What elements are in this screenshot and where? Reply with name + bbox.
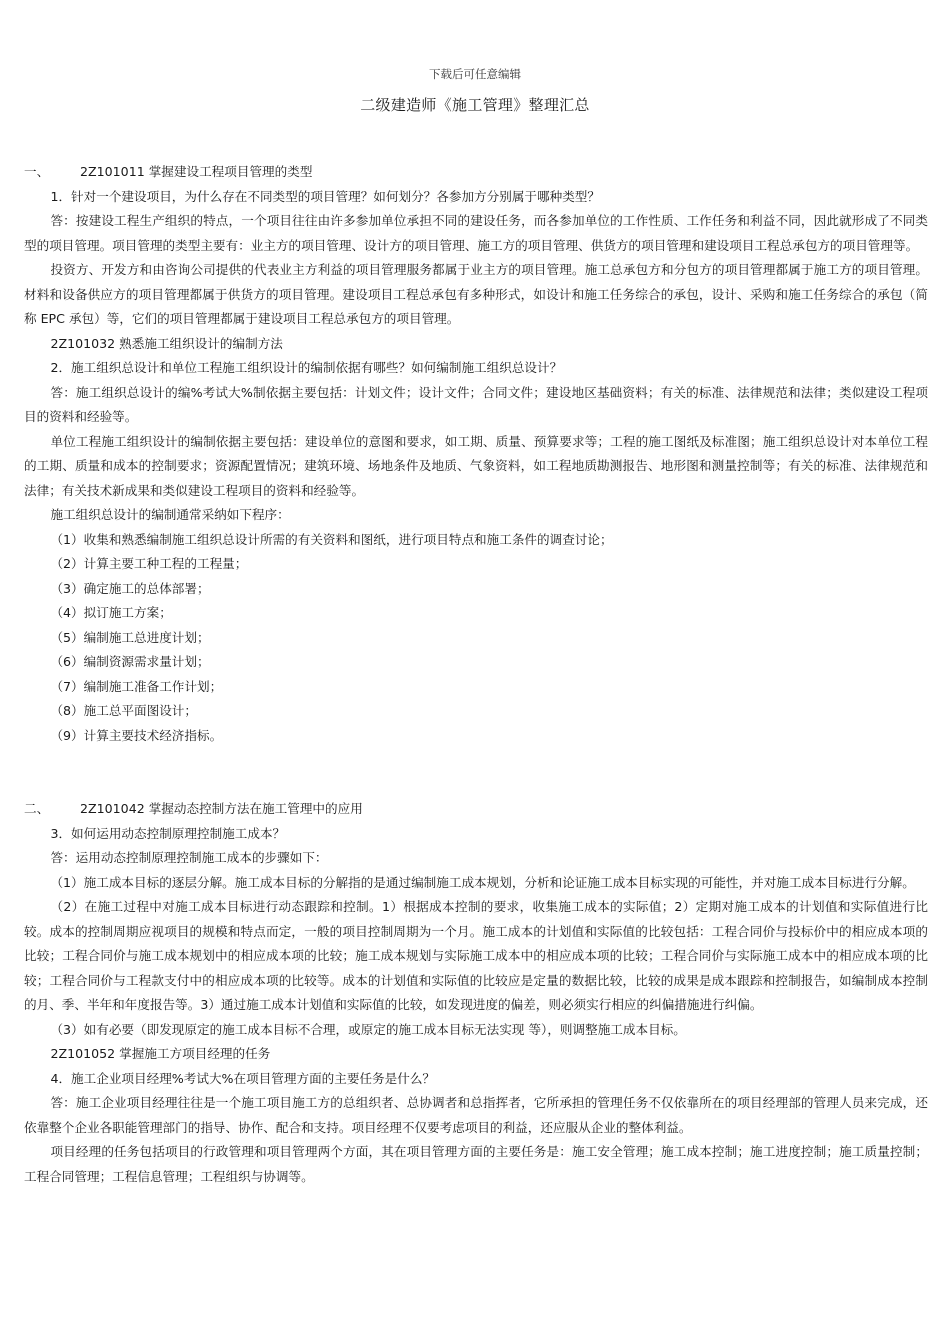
answer-paragraph: （3）如有必要（即发现原定的施工成本目标不合理，或原定的施工成本目标无法实现 等），则调整施工成本目标。 bbox=[50, 1021, 686, 1037]
list-item: （8）施工总平面图设计； bbox=[50, 703, 197, 718]
section-title: 2Z101011 掌握建设工程项目管理的类型 bbox=[80, 164, 313, 179]
subsection-heading: 2Z101052 掌握施工方项目经理的任务 bbox=[50, 1046, 271, 1061]
answer-paragraph: 答：施工企业项目经理往往是一个施工项目施工方的总组织者、总协调者和总指挥者，它所承担的管理任务不仅依靠所在的项目经理部的管理人员来完成，还依靠整个企业各职能管理部门的指导、协作、配合和支持。项目经理不仅要考虑项目的利益，还应服从企业的整体利益。 bbox=[24, 1095, 928, 1135]
list-item: （3）确定施工的总体部署； bbox=[50, 580, 210, 596]
list-item: （5）编制施工总进度计划； bbox=[50, 629, 210, 645]
document-title: 二级建造师《施工管理》整理汇总 bbox=[360, 96, 590, 114]
question: 1．针对一个建设项目，为什么存在不同类型的项目管理？如何划分？各参加方分别属于哪种类型？ bbox=[50, 188, 600, 204]
question: 3．如何运用动态控制原理控制施工成本？ bbox=[50, 825, 286, 841]
answer-paragraph: 单位工程施工组织设计的编制依据主要包括：建设单位的意图和要求，如工期、质量、预算要求等；工程的施工图纸及标准图；施工组织总设计对本单位工程的工期、质量和成本的控制要求；资源配置情况；建筑环境、场地条件及地质、气象资料，如工程地质勘测报告、地形图和测量控制等；有关的标准、法律规范和法律；有关技术新成果和类似建设工程项目的资料和经验等。 bbox=[24, 433, 928, 498]
answer-paragraph: 答：按建设工程生产组织的特点，一个项目往往由许多参加单位承担不同的建设任务，而各参加单位的工作性质、工作任务和利益不同，因此就形成了不同类型的项目管理。项目管理的类型主要有：业主方的项目管理、设计方的项目管理、施工方的项目管理、供货方的项目管理和建设项目工程总承包方的项目管理等。 bbox=[24, 213, 928, 253]
answer-paragraph: 投资方、开发方和由咨询公司提供的代表业主方利益的项目管理服务都属于业主方的项目管理。施工总承包方和分包方的项目管理都属于施工方的项目管理。材料和设备供应方的项目管理都属于供货方的项目管理。建设项目工程总承包有多种形式，如设计和施工任务综合的承包，设计、采购和施工任务综合的承包（简称 EPC 承包）等，它们的项目管理都属于建设项目工程总承包方的项目管理。 bbox=[24, 262, 928, 326]
answer-paragraph: 项目经理的任务包括项目的行政管理和项目管理两个方面，其在项目管理方面的主要任务是：施工安全管理；施工成本控制；施工进度控制；施工质量控制；工程合同管理；工程信息管理；工程组织与协调等。 bbox=[24, 1144, 928, 1184]
list-item: （2）计算主要工种工程的工程量； bbox=[50, 556, 248, 571]
question: 2．施工组织总设计和单位工程施工组织设计的编制依据有哪些？如何编制施工组织总设计？ bbox=[50, 360, 563, 375]
answer-paragraph: （2）在施工过程中对施工成本目标进行动态跟踪和控制。1）根据成本控制的要求，收集施工成本的实际值；2）定期对施工成本的计划值和实际值进行比较。成本的控制周期应视项目的规模和特点而定，一般的项目控制周期为一个月。施工成本的计划值和实际值的比较包括：工程合同价与投标价中的相应成本项的比较；工程合同价与施工成本规划中的相应成本项的比较；施工成本规划与实际施工成本中的相应成本项的比较；工程合同价与实际施工成本中的相应成本项的比较；工程合同价与工程款支付中的相应成本项的比较等。成本的计划值和实际值的比较应是定量的数据比较，比较的成果是成本跟踪和控制报告，如编制成本控制的月、季、半年和年度报告等。3）通过施工成本计划值和实际值的比较，如发现进度的偏差，则必须实行相应的纠偏措施进行纠偏。 bbox=[24, 899, 928, 1012]
header-note: 下载后可任意编辑 bbox=[429, 67, 521, 81]
answer-paragraph: 施工组织总设计的编制通常采纳如下程序： bbox=[50, 507, 290, 522]
list-item: （4）拟订施工方案； bbox=[50, 605, 172, 620]
answer-paragraph: 答：运用动态控制原理控制施工成本的步骤如下： bbox=[50, 850, 328, 865]
section-number: 二、 bbox=[24, 801, 50, 816]
section-heading bbox=[24, 160, 928, 185]
section-heading bbox=[24, 797, 928, 822]
subsection-heading: 2Z101032 熟悉施工组织设计的编制方法 bbox=[50, 335, 283, 351]
list-item: （6）编制资源需求量计划； bbox=[50, 654, 210, 669]
section-spacer bbox=[24, 748, 928, 797]
answer-paragraph: （1）施工成本目标的逐层分解。施工成本目标的分解指的是通过编制施工成本规划，分析和论证施工成本目标实现的可能性，并对施工成本目标进行分解。 bbox=[50, 874, 915, 890]
list-item: （9）计算主要技术经济指标。 bbox=[50, 727, 223, 743]
list-item: （1）收集和熟悉编制施工组织总设计所需的有关资料和图纸，进行项目特点和施工条件的调查讨论； bbox=[50, 531, 613, 547]
question: 4．施工企业项目经理%考试大%在项目管理方面的主要任务是什么？ bbox=[50, 1070, 436, 1086]
answer-paragraph: 答：施工组织总设计的编%考试大%制依据主要包括：计划文件；设计文件；合同文件；建设地区基础资料；有关的标准、法律规范和法律；类似建设工程项目的资料和经验等。 bbox=[24, 384, 928, 424]
list-item: （7）编制施工准备工作计划； bbox=[50, 678, 223, 694]
section-number: 一、 bbox=[24, 164, 50, 179]
section-title: 2Z101042 掌握动态控制方法在施工管理中的应用 bbox=[80, 801, 363, 816]
document-body bbox=[24, 160, 928, 1189]
